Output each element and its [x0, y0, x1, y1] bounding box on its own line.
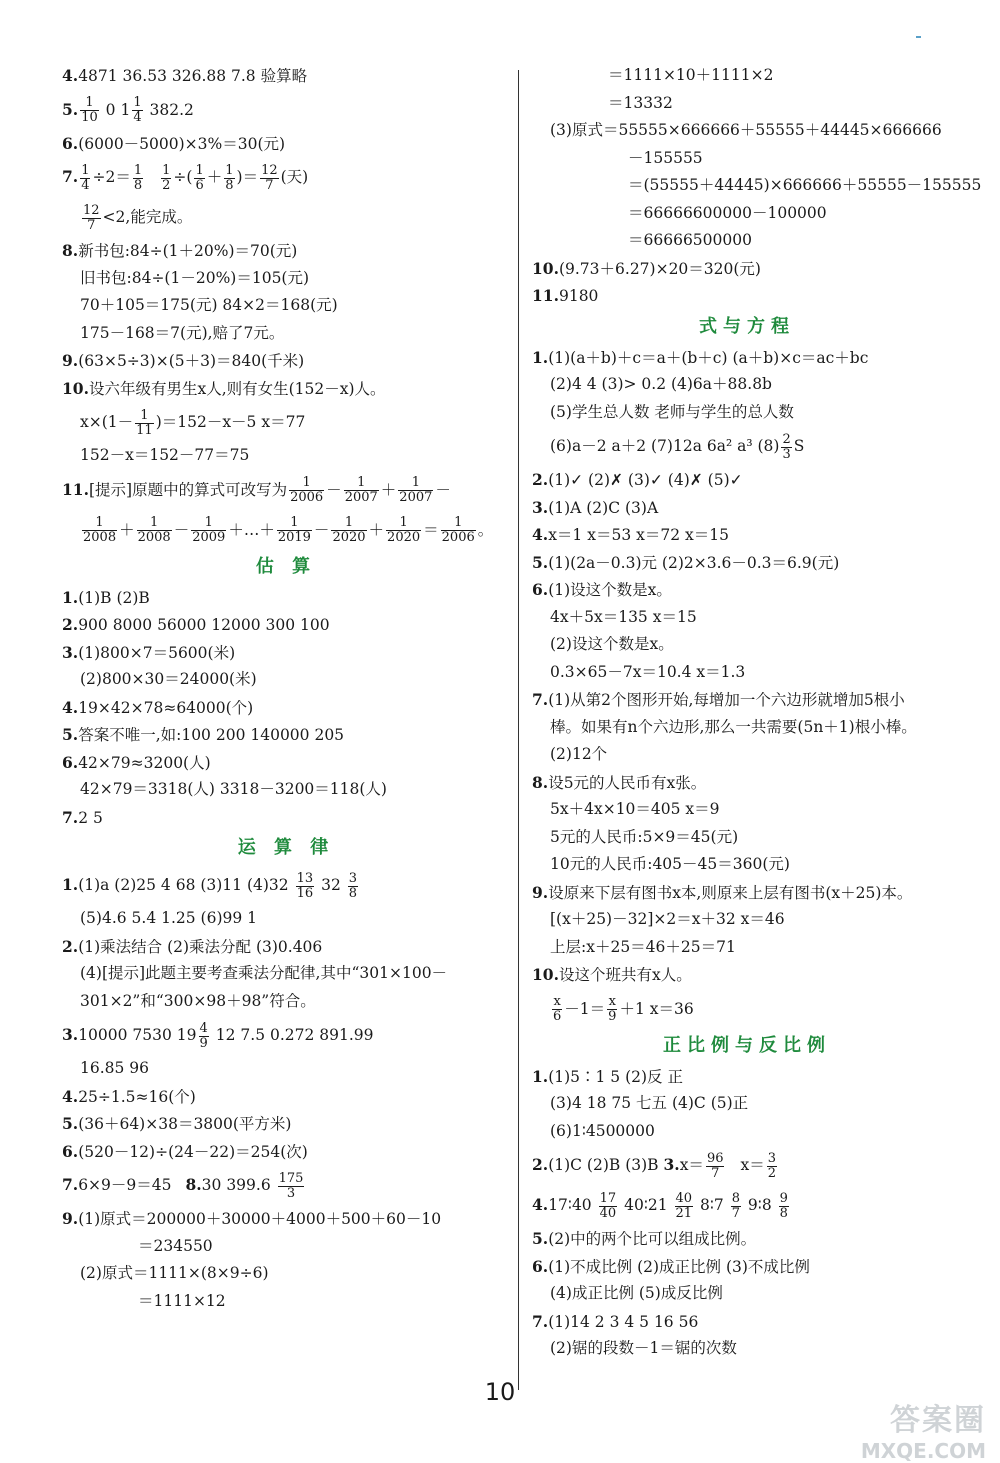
fraction: $\frac{1}{2009}$: [192, 515, 226, 545]
answer-line: 5x＋4x×10＝405 x＝9: [550, 800, 720, 818]
answer-line: 175－168＝7(元),赔了7元。: [80, 323, 285, 342]
left-column: [62, 62, 510, 1315]
item-number: 6.: [62, 133, 79, 153]
fraction: $\frac{3}{2}$: [767, 1150, 777, 1181]
answer-text: －: [326, 480, 342, 499]
fraction: $\frac{1}{4}$: [133, 95, 142, 125]
answer-line: 9.设原来下层有图书x本,则原来上层有图书(x＋25)本。: [532, 882, 913, 902]
answer-line: 5元的人民币:5×9＝45(元): [550, 827, 739, 846]
answer-line: ＝13332: [608, 93, 673, 112]
answer-text: [提示]原题中的算式可改写为: [88, 480, 288, 499]
answer-line: 上层:x＋25＝46＋25＝71: [550, 937, 736, 956]
answer-line: (2)800×30＝24000(米): [80, 670, 257, 688]
fraction: $\frac{1}{2008}$: [83, 515, 117, 545]
answer-line: 4x＋5x＝135 x＝15: [550, 607, 697, 626]
answer-text: (天): [280, 168, 309, 186]
fraction: $\frac{1}{2008}$: [137, 515, 171, 545]
fraction: $\frac{1}{2007}$: [399, 475, 433, 505]
answer-line: 10元的人民币:405－45＝360(元): [550, 855, 790, 873]
answer-line: 1.(1)5∶1 5 (2)反 正: [532, 1066, 683, 1086]
item-number: 5.: [62, 99, 79, 119]
fraction: $\frac{x}{9}$: [608, 994, 617, 1024]
answer-line: [62, 197, 510, 237]
answer-line: (3)4 18 75 七五 (4)C (5)正: [550, 1094, 749, 1112]
fraction: $\frac{1}{2007}$: [344, 475, 378, 505]
answer-text: ÷(: [173, 168, 193, 186]
answer-line: [62, 402, 510, 442]
answer-line: 301×2”和“300×98＋98”符合。: [80, 991, 316, 1010]
answer-line: 4.x＝1 x＝53 x＝72 x＝15: [532, 525, 729, 544]
answer-line: ＝(55555＋44445)×666666＋55555－155555: [628, 176, 982, 194]
answer-text: 382.2: [149, 100, 194, 119]
answer-line: 42×79＝3318(人) 3318－3200＝118(人): [80, 780, 387, 798]
fraction: $\frac{3}{8}$: [348, 870, 358, 901]
answer-line: (2)设这个数是x。: [550, 635, 674, 653]
answer-line: ＝66666500000: [628, 231, 752, 249]
answer-text: ÷2＝: [92, 168, 131, 186]
answer-line: [62, 347, 510, 375]
answer-line: (4)[提示]此题主要考查乘法分配律,其中“301×100－: [80, 964, 448, 982]
fraction: $\frac{1}{8}$: [133, 162, 143, 193]
fraction: $\frac{1}{6}$: [195, 162, 204, 193]
fraction: $\frac{4}{9}$: [199, 1020, 208, 1051]
fraction: $\frac{12}{7}$: [261, 162, 278, 193]
answer-line: 16.85 96: [80, 1059, 150, 1077]
fraction: $\frac{1}{2006}$: [290, 475, 324, 505]
watermark-logo: [861, 1395, 986, 1463]
answer-line: 4.19×42×78≈64000(个): [62, 697, 254, 717]
answer-line: (2)12个: [550, 745, 608, 763]
answer-line: 5.(2)中的两个比可以组成比例。: [532, 1229, 757, 1248]
answer-line: 8.设5元的人民币有x张。: [532, 772, 707, 792]
answer-line: 6.42×79≈3200(人): [62, 752, 211, 772]
fraction: $\frac{1}{11}$: [136, 407, 153, 438]
item-number: 4.: [62, 66, 79, 85]
answer-line: [62, 237, 510, 265]
answer-line: 7.(1)14 2 3 4 5 16 56: [532, 1311, 699, 1331]
answer-line: 7.6×9－9＝45 8.30 399.6 $\frac{175}{3}$: [62, 1170, 304, 1201]
corner-mark: [916, 36, 921, 38]
answer-line: 10.设这个班共有x人。: [532, 965, 692, 984]
answer-line: 2.(1)✓ (2)✗ (3)✓ (4)✗ (5)✓: [532, 470, 743, 489]
answer-line: 2.(1)C (2)B (3)B 3.x＝ $\frac{96}{7}$ x＝ $\frac{3}{2}$: [532, 1150, 777, 1181]
answer-line: [62, 62, 510, 90]
answer-line: (5)4.6 5.4 1.25 (6)99 1: [80, 909, 258, 927]
column-divider: [518, 70, 519, 1390]
answer-line: (3)原式＝55555×666666＋55555＋44445×666666: [550, 121, 942, 139]
fraction: $\frac{1}{2}$: [162, 162, 171, 193]
answer-text: －: [435, 480, 451, 499]
fraction: $\frac{175}{3}$: [278, 1170, 304, 1201]
answer-line: 2.(1)乘法结合 (2)乘法分配 (3)0.406: [62, 936, 323, 956]
right-column: [532, 62, 982, 1363]
answer-line: (5)学生总人数 老师与学生的总人数: [550, 402, 794, 421]
item-number: 7.: [62, 167, 79, 186]
fraction: $\frac{x}{6}$: [553, 994, 562, 1024]
section-heading-equations: 式与方程: [699, 315, 795, 337]
answer-line: 1.(1)a (2)25 4 68 (3)11 (4)32 $\frac{13}{16}$ 32 $\frac{3}{8}$: [62, 870, 358, 901]
answer-line: $\frac{1}{2008}$ ＋ $\frac{1}{2008}$ － $\frac{1}{2009}$ ＋…＋ $\frac{1}{2019}$ － $\frac{1}{2020}$ ＋ $\frac{1}{2020}$ ＝ $\frac{1}{2006}$ 。: [83, 515, 494, 545]
fraction: $\frac{13}{16}$: [296, 870, 314, 901]
answer-text: )＝152－x－5 x＝77: [155, 413, 306, 431]
fraction: $\frac{1}{10}$: [81, 95, 98, 125]
answer-line: 3.(1)A (2)C (3)A: [532, 497, 659, 517]
answer-line: 7.2 5: [62, 807, 103, 827]
section-heading-estimate: 估 算: [255, 555, 317, 577]
answer-text: (63×5÷3)×(5＋3)＝840(千米): [78, 352, 305, 370]
page-number: 10: [484, 1378, 516, 1406]
answer-line: 7.(1)从第2个图形开始,每增加一个六边形就增加5根小: [532, 690, 905, 709]
answer-line: 5.答案不唯一,如:100 200 140000 205: [62, 725, 345, 744]
answer-line: ＝66666600000－100000: [628, 203, 827, 222]
answer-text: (6000－5000)×3%＝30(元): [78, 134, 286, 153]
item-number: 8.: [62, 241, 79, 260]
fraction: $\frac{1}{8}$: [225, 162, 234, 193]
watermark-text: 答案圈: [890, 1403, 986, 1438]
answer-line: 4.17∶40 $\frac{17}{40}$ 40∶21 $\frac{40}{21}$ 8∶7 $\frac{8}{7}$ 9∶8 $\frac{9}{8}$: [532, 1190, 788, 1221]
watermark-url: MXQE.COM: [860, 1439, 986, 1463]
answer-line: 3.(1)800×7＝5600(米): [62, 642, 236, 662]
answer-line: 11.9180: [532, 286, 599, 305]
answer-line: 6.(1)设这个数是x。: [532, 580, 672, 599]
fraction: $\frac{12}{7}$: [83, 202, 100, 233]
answer-text: 设六年级有男生x人,则有女生(152－x)人。: [88, 379, 386, 398]
fraction: $\frac{9}{8}$: [779, 1190, 788, 1221]
answer-line: [62, 375, 510, 403]
answer-line: ＝1111×10＋1111×2: [608, 66, 774, 84]
answer-line: 3.10000 7530 19 $\frac{4}{9}$ 12 7.5 0.272 891.99: [62, 1020, 374, 1051]
fraction: $\frac{8}{7}$: [731, 1190, 740, 1221]
answer-line: 6.(1)不成比例 (2)成正比例 (3)不成比例: [532, 1256, 810, 1276]
answer-line: －155555: [628, 148, 703, 167]
answer-line: 旧书包:84÷(1－20%)＝105(元): [80, 268, 310, 287]
answer-line: ＝1111×12: [138, 1291, 226, 1310]
answer-text: )＝: [236, 168, 259, 186]
answer-text: 0 1: [105, 100, 131, 119]
answer-line: $\frac{x}{6}$ －1＝ $\frac{x}{9}$ ＋1 x＝36: [553, 994, 694, 1024]
answer-line: [62, 470, 510, 510]
answer-line: 6.(520－12)÷(24－22)＝254(次): [62, 1141, 308, 1161]
fraction: $\frac{2}{3}$: [782, 431, 791, 462]
answer-text: ＋: [206, 168, 223, 186]
answer-line: 5.(1)(2a－0.3)元 (2)2×3.6－0.3＝6.9(元): [532, 552, 840, 572]
answer-line: (4)成正比例 (5)成反比例: [550, 1284, 723, 1302]
section-heading-proportion: 正比例与反比例: [663, 1034, 831, 1056]
answer-line: 4.25÷1.5≈16(个): [62, 1086, 196, 1106]
fraction: $\frac{1}{2006}$: [441, 515, 475, 545]
answer-line: [62, 130, 510, 158]
answer-line: 9.(1)原式＝200000＋30000＋4000＋500＋60－10: [62, 1209, 442, 1228]
answer-text: ＋: [380, 480, 397, 499]
fraction: $\frac{1}{2020}$: [387, 515, 421, 545]
answer-line: (2)4 4 (3)> 0.2 (4)6a＋88.8b: [550, 375, 772, 393]
fraction: $\frac{96}{7}$: [706, 1150, 724, 1181]
answer-line: 5.(36＋64)×38＝3800(平方米): [62, 1114, 292, 1133]
answer-line: (2)原式＝1111×(8×9÷6): [80, 1264, 269, 1282]
item-number: 10.: [62, 378, 89, 398]
item-number: 11.: [62, 479, 89, 499]
answer-line: [(x＋25)－32]×2＝x＋32 x＝46: [550, 910, 785, 928]
item-number: 9.: [62, 351, 79, 370]
fraction: $\frac{40}{21}$: [675, 1190, 693, 1221]
answer-line: [62, 90, 510, 130]
answer-line: 棒。如果有n个六边形,那么一共需要(5n＋1)根小棒。: [550, 717, 917, 736]
answer-line: (2)锯的段数－1＝锯的次数: [550, 1339, 737, 1357]
answer-text: <2,能完成。: [102, 208, 193, 226]
answer-line: 1.(1)B (2)B: [62, 587, 150, 607]
answer-line: [62, 157, 510, 197]
answer-line: 2.900 8000 56000 12000 300 100: [62, 615, 330, 634]
answer-line: (6)1∶4500000: [550, 1121, 655, 1140]
answer-text: 4871 36.53 326.88 7.8 验算略: [78, 67, 308, 85]
answer-text: x×(1－: [80, 413, 134, 431]
fraction: $\frac{1}{2020}$: [332, 515, 366, 545]
answer-line: 1.(1)(a＋b)＋c＝a＋(b＋c) (a＋b)×c＝ac＋bc: [532, 347, 869, 367]
fraction: $\frac{1}{2019}$: [277, 515, 311, 545]
fraction: $\frac{1}{4}$: [81, 162, 90, 193]
answer-line: 70＋105＝175(元) 84×2＝168(元): [80, 296, 338, 314]
section-heading-laws: 运 算 律: [237, 837, 335, 858]
answer-line: 0.3×65－7x＝10.4 x＝1.3: [550, 662, 746, 681]
answer-text: 新书包:84÷(1＋20%)＝70(元): [78, 242, 298, 260]
fraction: $\frac{17}{40}$: [599, 1190, 617, 1221]
answer-line: (6)a－2 a＋2 (7)12a 6a² a³ (8) $\frac{2}{3}$ S: [550, 431, 805, 462]
answer-line: 10.(9.73＋6.27)×20＝320(元): [532, 258, 761, 278]
answer-line: 152－x＝152－77＝75: [80, 446, 250, 464]
answer-line: ＝234550: [138, 1236, 213, 1255]
